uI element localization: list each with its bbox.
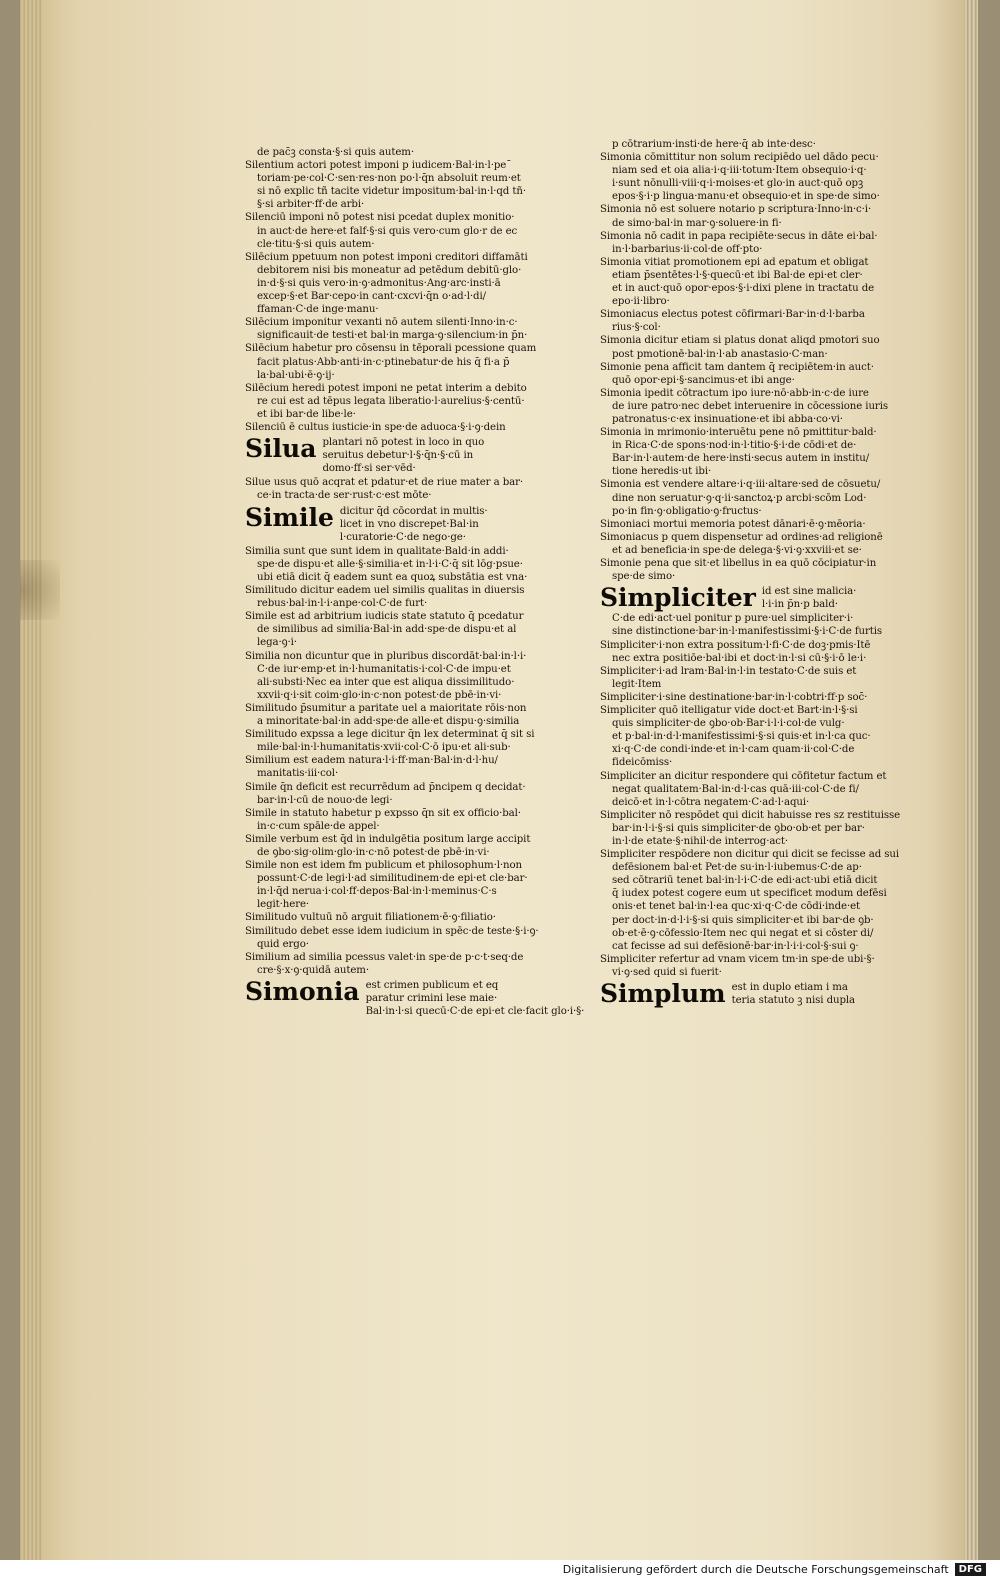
text-line: Simonia vitiat promotionem epi ad epatum et obligat bbox=[600, 256, 869, 268]
text-line: manitatis·iii·col· bbox=[257, 768, 339, 780]
text-line: deicō·et in·l·cōtra negatem·C·ad·l·aqui· bbox=[612, 796, 810, 808]
headword-initial: Simplum bbox=[600, 979, 726, 1008]
text-line: §·si arbiter·ff·de arbi· bbox=[257, 199, 365, 211]
text-line: Similium est eadem natura·l·i·ff·man·Bal·in·d·l·hu/ bbox=[245, 755, 498, 767]
text-line: Similitudo dicitur eadem uel similis qualitas in diuersis bbox=[245, 585, 525, 597]
text-line: po·in fin·ꝯ·obligatio·ꝯ·fructus· bbox=[612, 505, 762, 517]
text-line: la·bal·ubi·ē·ꝯ·ij· bbox=[257, 369, 335, 381]
text-line: possunt·C·de legi·l·ad similitudinem·de epi·et cle·bar· bbox=[257, 873, 528, 885]
text-line: Similium ad similia pcessus valet·in spe·de p·c·t·seq·de bbox=[245, 951, 524, 963]
text-line: Simonia nō cadit in papa recipiēte·secus in dāte ei·bal· bbox=[600, 230, 878, 242]
text-line: licet in vno discrepet·Bal·in bbox=[339, 518, 479, 530]
text-line: C·de edi·act·uel ponitur p pure·uel simpliciter·i· bbox=[612, 613, 854, 625]
text-line: Simoniaci mortui memoria potest dānari·ē·ꝯ·mēoria· bbox=[600, 518, 866, 530]
text-line: facit platus·Abb·anti·in·c·ptinebatur·de his q̄ fi·a p̄ bbox=[257, 356, 510, 368]
text-line: de iure patro·nec debet interuenire in cōcessione iuris bbox=[612, 400, 888, 412]
text-line: est crimen publicum et eq bbox=[365, 979, 499, 991]
text-line: Simpliciter an dicitur respondere qui cōfitetur factum et bbox=[600, 770, 887, 782]
text-line: niam sed et oia alia·i·q·iii·totum·Item obsequio·i·q· bbox=[612, 165, 867, 177]
text-line: Simile q̄n deficit est recurrēdum ad p̄ncipem q decidat· bbox=[245, 781, 526, 793]
text-line: toriam·pe·col·C·sen·res·non po·l·q̄n absoluit reum·et bbox=[257, 173, 521, 185]
text-line: ce·in tracta·de ser·rust·c·est mōte· bbox=[257, 490, 432, 502]
text-line: dicitur q̄d cōcordat in multis· bbox=[339, 505, 488, 517]
text-line: in Rica·C·de spons·nod·in·l·titio·§·i·de cōdi·et de· bbox=[612, 440, 857, 452]
text-line: vi·ꝯ·sed quid si fuerit· bbox=[612, 966, 722, 978]
text-line: cle·titu·§·si quis autem· bbox=[257, 238, 375, 250]
text-line: l·curatorie·C·de nego·ge· bbox=[339, 531, 466, 543]
text-line: Similitudo expssa a lege dicitur q̄n lex determinat q̄ sit si bbox=[245, 729, 535, 741]
text-line: Simonia nō est soluere notario p scriptura·Inno·in·c·i· bbox=[600, 204, 872, 216]
text-line: defēsionem bal·et Pet·de su·in·l·iubemus·C·de ap· bbox=[612, 862, 862, 874]
text-line: de ꝯbo·sig·olim·glo·in·c·nō potest·de pbē·in·vi· bbox=[257, 846, 490, 858]
text-line: sine distinctione·bar·in·l·manifestissimi·§·i·C·de furtis bbox=[612, 626, 883, 638]
text-line: Simpliciter·i·non extra possitum·l·fi·C·de doꝫ·pmis·Itē bbox=[600, 639, 871, 651]
text-line: Silēcium imponitur vexanti nō autem silenti·Inno·in·c· bbox=[245, 317, 518, 329]
headword-initial: Silua bbox=[245, 434, 317, 464]
text-line: Simonia cōmittitur non solum recipiēdo uel dādo pecu· bbox=[600, 152, 879, 164]
text-line: sed cōtrariū tenet bal·in·l·i·C·de edi·act·ubi etiā dicit bbox=[612, 875, 878, 887]
text-line: Simonia dicitur etiam si platus donat aliqd pmotori suo bbox=[600, 335, 880, 347]
text-line: ffaman·C·de inge·manu· bbox=[257, 304, 379, 316]
text-line: rius·§·col· bbox=[612, 322, 661, 334]
page-edge-left bbox=[20, 0, 42, 1560]
text-line: Silēcium ppetuum non potest imponi creditori diffamāti bbox=[245, 251, 528, 263]
funding-credit bbox=[563, 1560, 986, 1578]
page-fold bbox=[20, 560, 60, 620]
text-line: legit·here· bbox=[257, 899, 310, 911]
text-line: mile·bal·in·l·humanitatis·xvii·col·C·ō ipu·et ali·sub· bbox=[257, 742, 511, 754]
page-edge-right bbox=[964, 0, 978, 1560]
text-line: p cōtrarium·insti·de here·q̄ ab inte·desc· bbox=[612, 139, 816, 150]
text-line: domo·ff·si ser·vēd· bbox=[322, 463, 416, 475]
text-line: paratur crimini lese maie· bbox=[365, 993, 498, 1004]
text-line: ubi etiā dicit q̄ eadem sunt ea quoꝝ substātia est vna· bbox=[257, 572, 528, 583]
text-line: si nō explic tñ tacite videtur impositum·bal·in·l·qd tñ· bbox=[257, 186, 526, 198]
text-line: Similia non dicuntur que in pluribus discordāt·bal·in·l·i· bbox=[245, 650, 527, 662]
text-line: in·l·q̄d nerua·i·col·ff·depos·Bal·in·l·meminus·C·s bbox=[257, 886, 497, 898]
text-line: quid ergo· bbox=[257, 938, 309, 950]
text-line: Bar·in·l·autem·de here·insti·secus autem in institu/ bbox=[612, 453, 870, 465]
text-line: Simonia in mrimonio·interuētu pene nō pmittitur·bald· bbox=[600, 427, 877, 439]
text-line: et ibi bar·de libe·le· bbox=[257, 408, 356, 420]
text-line: Simpliciter respōdere non dicitur qui dicit se fecisse ad sui bbox=[600, 849, 900, 861]
text-line: xi·q·C·de condi·inde·et in·l·cam quam·ii·col·C·de bbox=[612, 744, 855, 756]
headword-initial: Simile bbox=[245, 502, 334, 532]
text-line: tione heredis·ut ibi· bbox=[612, 466, 712, 478]
text-line: epos·§·i·p lingua·manu·et obsequio·et in spe·de simo· bbox=[612, 191, 880, 203]
headword-initial: Simonia bbox=[245, 976, 360, 1006]
text-line: Simoniacus electus potest cōfirmari·Bar·in·d·l·barba bbox=[600, 309, 865, 321]
text-line: cat fecisse ad sui defēsionē·bar·in·l·i·i·col·§·sui ꝯ· bbox=[612, 940, 859, 952]
text-line: Simpliciter·i·ad lram·Bal·in·l·in testato·C·de suis et bbox=[600, 665, 857, 677]
text-line: in auct·de here·et falf·§·si quis vero·cum glo·r de ec bbox=[257, 225, 518, 237]
text-line: Silentium actori potest imponi p iudicem·Bal·in·l·pe¯ bbox=[245, 160, 512, 172]
text-line: Silenciū imponi nō potest nisi pcedat duplex monitio· bbox=[245, 212, 515, 224]
text-line: in·l·de etate·§·nihil·de interrog·act· bbox=[612, 835, 789, 847]
text-line: quō opor·epi·§·sancimus·et ibi ange· bbox=[612, 374, 795, 386]
text-line: C·de iur·emp·et in·l·humanitatis·i·col·C·de impu·et bbox=[257, 663, 511, 675]
text-line: de pac̄ꝫ consta·§·si quis autem· bbox=[257, 147, 414, 158]
headword-block bbox=[600, 585, 912, 611]
text-line: Silēcium habetur pro cōsensu in tēporali pcessione quam bbox=[245, 343, 537, 355]
text-line: seruitus debetur·l·§·q̄n·§·cū in bbox=[322, 450, 474, 462]
text-line: ali·substi·Nec ea inter que est aliqua dissimilitudo· bbox=[257, 676, 515, 688]
text-line: Simile est ad arbitrium iudicis state statuto q̄ pcedatur bbox=[245, 611, 524, 623]
text-line: id est sine malicia· bbox=[761, 586, 857, 598]
text-line: de similibus ad similia·Bal·in add·spe·de dispu·et al bbox=[257, 624, 517, 636]
text-line: et in auct·quō opor·epos·§·i·dixi plene in tractatu de bbox=[612, 283, 875, 295]
text-line: Silēcium heredi potest imponi ne petat interim a debito bbox=[245, 382, 527, 394]
text-line: Similitudo debet esse idem iudicium in spēc·de teste·§·i·ꝯ· bbox=[245, 925, 539, 937]
text-line: in·d·§·si quis vero·in·ꝯ·admonitus·Ang·arc·insti·ā bbox=[257, 277, 501, 289]
text-line: fideicōmiss· bbox=[612, 757, 673, 769]
text-line: Simpliciter quō itelligatur vide doct·et Bart·in·l·§·si bbox=[600, 705, 858, 717]
text-line: per doct·in·d·l·i·§·si quis simpliciter·et ibi bar·de ꝯb· bbox=[612, 914, 874, 926]
text-line: Simpliciter nō respōdet qui dicit habuisse res sz restituisse bbox=[600, 809, 901, 821]
text-line: Simile non est idem fm publicum et philosophum·l·non bbox=[245, 860, 522, 872]
text-line: in·l·barbarius·ii·col·de off·pto· bbox=[612, 243, 763, 255]
text-line: Simpliciter·i·sine destinatione·bar·in·l·cobtri·ff·p soc̄· bbox=[600, 691, 868, 703]
text-line: de simo·bal·in mar·ꝯ·soluere·in fi· bbox=[612, 217, 782, 229]
text-line: onis·et tenet bal·in·l·ea quc·xi·q·C·de cōdi·inde·et bbox=[612, 901, 861, 913]
text-line: Simonie pena que sit·et libellus in ea quō cōcipiatur·in bbox=[600, 558, 877, 569]
text-line: in·c·cum spāle·de appel· bbox=[257, 820, 380, 832]
headword-initial: Simpliciter bbox=[600, 583, 756, 613]
text-line: Simonia est vendere altare·i·q·iii·altare·sed de cōsuetu/ bbox=[600, 479, 881, 491]
headword-block bbox=[245, 502, 557, 544]
headword-block bbox=[245, 436, 557, 475]
text-line: Simonia ipedit cōtractum ipo iure·nō·abb·in·c·de iure bbox=[600, 387, 869, 399]
text-line: est in duplo etiam i ma bbox=[731, 982, 848, 993]
text-line: quis simpliciter·de ꝯbo·ob·Bar·i·l·i·col·de vulg· bbox=[612, 718, 845, 730]
text-line: post pmotionē·bal·in·l·ab anastasio·C·man· bbox=[612, 348, 828, 360]
text-line: spe·de dispu·et alle·§·similia·et in·l·i·C·q̄ sit lōg·psue· bbox=[257, 558, 523, 570]
text-line: Simile verbum est q̄d in indulgētia positum large accipit bbox=[245, 833, 531, 845]
text-line: etiam p̄sentētes·l·§·quecū·et ibi Bal·de epi·et cler· bbox=[612, 269, 863, 281]
text-line: Similitudo p̄sumitur a paritate uel a maioritate rōis·non bbox=[245, 702, 527, 714]
text-line: Simile in statuto habetur p expsso q̄n sit ex officio·bal· bbox=[245, 807, 521, 819]
text-line: Silue usus quō acqrat̄ et pdatur·et de riue mater a bar· bbox=[245, 477, 523, 489]
text-line: legit·Item bbox=[612, 678, 662, 690]
text-line: l·i·in p̄n·p bald· bbox=[761, 599, 838, 611]
left-text-column bbox=[245, 146, 585, 1019]
text-line: excep·§·et Bar·cepo·in cant·cxcvi·q̄n o·ad·l·di/ bbox=[257, 291, 486, 303]
text-line: dine non seruatur·ꝯ·q·ii·sanctoꝝ·p arcbi·scōm Lod· bbox=[612, 492, 867, 504]
text-line: negat qualitatem·Bal·in·d·l·cas quā·iii·col·C·de fi/ bbox=[612, 783, 859, 795]
right-text-column bbox=[600, 138, 912, 1008]
text-line: i·sunt nōnulli·viii·q·i·moises·et glo·in auct·quō opꝫ bbox=[612, 178, 864, 190]
text-line: epo·ii·libro· bbox=[612, 296, 670, 308]
text-line: q̄ iudex potest cogere eum ut specificet modum defēsi bbox=[612, 888, 887, 900]
text-line: bar·in·l·i·§·si quis simpliciter·de ꝯbo·ob·et per bar· bbox=[612, 822, 865, 834]
text-line: plantari nō potest in loco in quo bbox=[322, 437, 485, 449]
headword-block bbox=[245, 976, 585, 1018]
text-line: spe·de simo· bbox=[612, 571, 676, 583]
text-line: Bal·in·l·si quecū·C·de epi·et cle·facit glo·i·§· bbox=[365, 1006, 585, 1018]
text-line: Simoniacus p quem dispensetur ad ordines·ad religionē bbox=[600, 531, 883, 543]
text-line: Simonie pena afficit tam dantem q̄ recipiētem·in auct· bbox=[600, 361, 874, 373]
credit-text: Digitalisierung gefördert durch die Deutsche Forschungsgemeinschaft bbox=[562, 1562, 949, 1576]
text-line: Simpliciter refertur ad vnam vicem tm·in spe·de ubi·§· bbox=[600, 953, 875, 965]
text-line: debitorem nisi bis moneatur ad petēdum debitū·glo· bbox=[257, 264, 522, 276]
text-line: patronatus·c·ex insinuatione·et ibi abba·co·vi· bbox=[612, 413, 843, 425]
text-line: nec extra positiōe·bal·ibi et doct·in·l·si cū·§·i·ō le·i· bbox=[612, 652, 867, 664]
text-line: lega·ꝯ·i· bbox=[257, 637, 297, 649]
dfg-logo: DFG bbox=[955, 1563, 986, 1576]
text-line: re cui est ad tēpus legata liberatio·l·aurelius·§·centū· bbox=[257, 395, 525, 407]
headword-block bbox=[600, 981, 912, 1007]
text-line: Silenciū ē cultus iusticie·in spe·de aduoca·§·i·ꝯ·dein bbox=[245, 421, 506, 433]
text-line: ob·et·ē·ꝯ·cōfessio·Item nec qui negat et si cōster di/ bbox=[612, 927, 874, 939]
text-line: xxvii·q·i·sit coim·glo·in·c·non potest·de pbē·in·vi· bbox=[257, 689, 502, 701]
text-line: Similitudo vultuū nō arguit filiationem·ē·ꝯ·filiatio· bbox=[245, 912, 496, 924]
text-line: rebus·bal·in·l·i·anpe·col·C·de furt· bbox=[257, 598, 428, 610]
text-line: a minoritate·bal·in add·spe·de alle·et dispu·ꝯ·similia bbox=[257, 716, 520, 728]
text-line: cre·§·x·ꝯ·quidā autem· bbox=[257, 964, 370, 976]
text-line: bar·in·l·cū de nouo·de legi· bbox=[257, 794, 393, 806]
text-line: Similia sunt que sunt idem in qualitate·Bald·in addi· bbox=[245, 545, 509, 557]
text-line: significauit·de testi·et bal·in marga·ꝯ·silencium·in p̄n· bbox=[257, 330, 528, 342]
text-line: teria statuto ꝫ nisi dupla bbox=[731, 995, 856, 1007]
text-line: et p·bal·in·d·l·manifestissimi·§·si quis·et in·l·ca quc· bbox=[612, 731, 871, 743]
text-line: et ad beneficia·in spe·de delega·§·vi·ꝯ·xxviii·et se· bbox=[612, 544, 862, 556]
